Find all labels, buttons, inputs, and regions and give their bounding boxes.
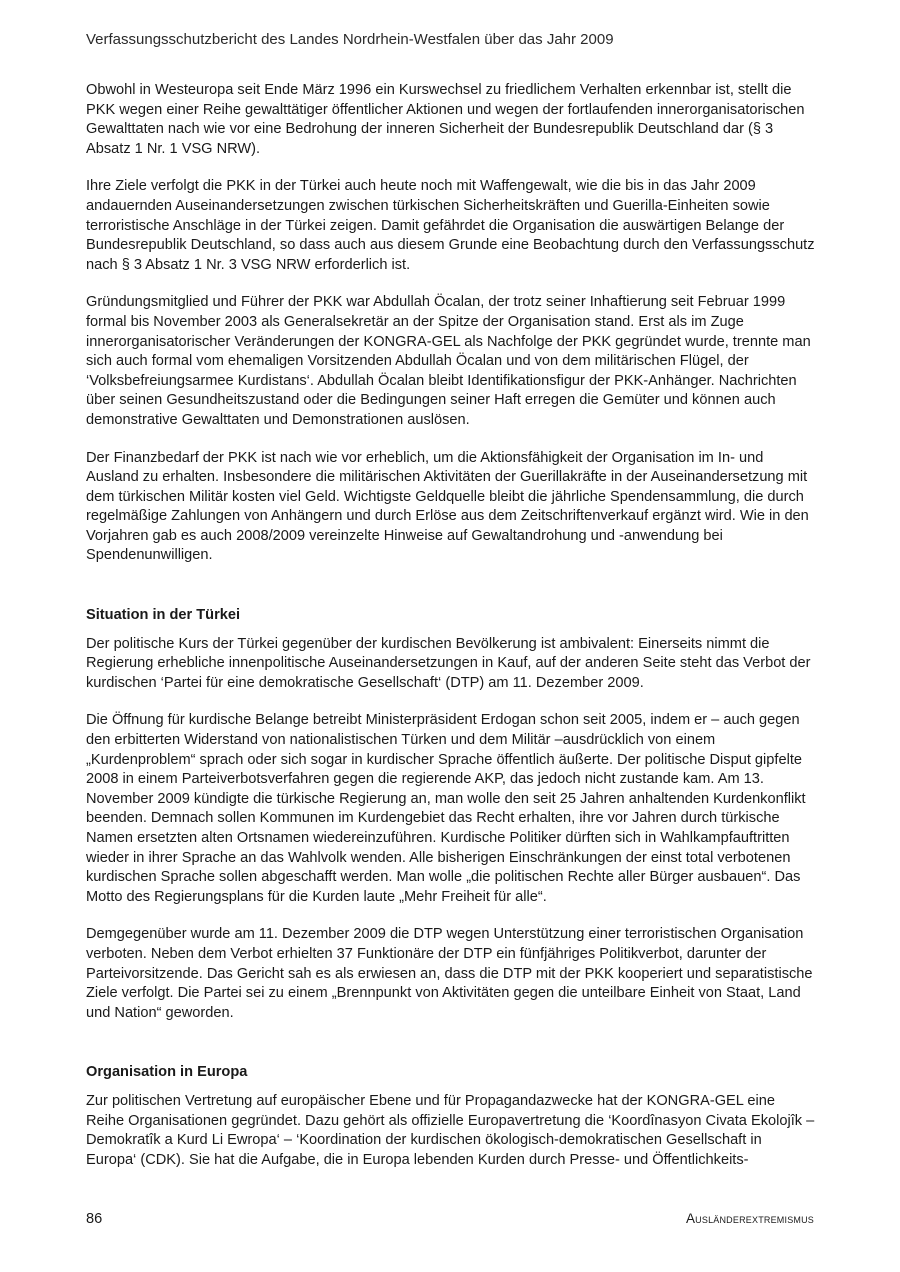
paragraph: Demgegenüber wurde am 11. Dezember 2009 die DTP wegen Unterstützung einer terroristischen Organisation verboten. Neben dem Verbot erhielten 37 Funktionäre der DTP ein fünfjähriges Politikverbot, darunter der Parteivorsitzende. Das Gericht sah es als erwiesen an, dass die DTP mit der PKK kooperiert und separatistische Ziele verfolgt. Die Partei sei zu einem „Brennpunkt von Aktivitäten gegen die unteilbare Einheit von Staat, Land und Nation“ geworden. — [86, 926, 813, 1021]
paragraph: Zur politischen Vertretung auf europäischer Ebene und für Propagandazwecke hat der KONGRA-GEL eine Reihe Organisationen gegründet. Dazu gehört als offizielle Europavertretung die ‘Koordînasyon Civata Ekolojîk – Demokratîk a Kurd Li Ewropa‘ – ‘Koordination der kurdischen ökologisch-demokratischen Gesellschaft in Europa‘ (CDK). Sie hat die Aufgabe, die in Europa lebenden Kurden durch Presse- und Öffentlichkeits- — [86, 1092, 815, 1168]
paragraph: Der politische Kurs der Türkei gegenüber der kurdischen Bevölkerung ist ambivalent: Einerseits nimmt die Regierung erhebliche innenpolitische Auseinandersetzungen in Kauf, auf der anderen Seite steht das Verbot der kurdischen ‘Partei für eine demokratische Gesellschaft‘ (DTP) am 11. Dezember 2009. — [86, 635, 811, 691]
page-footer — [86, 1209, 814, 1229]
paragraph: Gründungsmitglied und Führer der PKK war Abdullah Öcalan, der trotz seiner Inhaftierung seit Februar 1999 formal bis November 2003 als Generalsekretär an der Spitze der Organisation stand. Erst als im Zuge innerorganisatorischer Veränderungen der KONGRA-GEL als Nachfolge der PKK gegründet wurde, trennte man sich auch formal vom ehemaligen Vorsitzenden Abdullah Öcalan und von dem militärischen Flügel, der ‘Volksbefreiungsarmee Kurdistans‘. Abdullah Öcalan bleibt Identifikationsfigur der PKK-Anhänger. Nachrichten über seinen Gesundheitszustand oder die Bedingungen seiner Haft erregen die Gemüter und können auch demonstrative Gewalttaten und Demonstrationen auslösen. — [86, 294, 811, 428]
page-body — [86, 81, 816, 1170]
page-number: 86 — [86, 1211, 103, 1227]
section-heading-europe: Organisation in Europa — [86, 1064, 248, 1081]
paragraph: Die Öffnung für kurdische Belange betreibt Ministerpräsident Erdogan schon seit 2005, indem er – auch gegen den erbitterten Widerstand von nationalistischen Türken und dem Militär –ausdrücklich von einem „Kurdenproblem“ sprach oder sich sogar in kurdischer Sprache öffentlich äußerte. Der politische Disput gipfelte 2008 in einem Parteiverbotsverfahren gegen die regierende AKP, das jedoch nicht zustande kam. Am 13. November 2009 kündigte die türkische Regierung an, man wolle den seit 25 Jahren anhaltenden Kurdenkonflikt beenden. Demnach sollen Kommunen im Kurdengebiet das Recht erhalten, ihre vor Jahren durch türkische Namen ersetzten alten Ortsnamen wiedereinzuführen. Kurdische Politiker dürften sich in Wahlkampfauftritten wieder in ihrer Sprache an das Wahlvolk wenden. Alle bisherigen Einschränkungen der einst total verbotenen kurdischen Sprache sollen abgeschafft werden. Man wolle „die politischen Rechte aller Bürger ausbauen“. Das Motto des Regierungsplans für die Kurden laute „Mehr Freiheit für alle“. — [86, 712, 806, 905]
running-header: Verfassungsschutzbericht des Landes Nordrhein-Westfalen über das Jahr 2009 — [86, 31, 614, 48]
footer-section-name: Ausländerextremismus — [685, 1211, 814, 1226]
paragraph: Ihre Ziele verfolgt die PKK in der Türkei auch heute noch mit Waffengewalt, wie die bis in das Jahr 2009 andauernden Auseinandersetzungen zwischen türkischen Sicherheitskräften und Guerilla-Einheiten sowie terroristische Anschläge in der Türkei zeigen. Damit gefährdet die Organisation die auswärtigen Belange der Bundesrepublik Deutschland, so dass auch aus diesem Grunde eine Beobachtung durch den Verfassungsschutz nach § 3 Absatz 1 Nr. 3 VSG NRW erforderlich ist. — [86, 178, 815, 273]
paragraph: Obwohl in Westeuropa seit Ende März 1996 ein Kurswechsel zu friedlichem Verhalten erkennbar ist, stellt die PKK wegen einer Reihe gewalttätiger öffentlicher Aktionen und wegen der fortlaufenden innerorganisatorischen Gewalttaten nach wie vor eine Bedrohung der inneren Sicherheit der Bundesrepublik Deutschland dar (§ 3 Absatz 1 Nr. 1 VSG NRW). — [86, 82, 805, 157]
section-heading-turkey: Situation in der Türkei — [86, 607, 241, 624]
paragraph: Der Finanzbedarf der PKK ist nach wie vor erheblich, um die Aktionsfähigkeit der Organisation im In- und Ausland zu erhalten. Insbesondere die militärischen Aktivitäten der Guerillakräfte in der Auseinandersetzung mit dem türkischen Militär kosten viel Geld. Wichtigste Geldquelle bleibt die jährliche Spendensammlung, die durch regelmäßige Zahlungen von Anhängern und durch Erlöse aus dem Zeitschriftenverkauf ergänzt wird. Wie in den Vorjahren gab es auch 2008/2009 vereinzelte Hinweise auf Gewaltandrohung und -anwendung bei Spendenunwilligen. — [86, 449, 809, 564]
